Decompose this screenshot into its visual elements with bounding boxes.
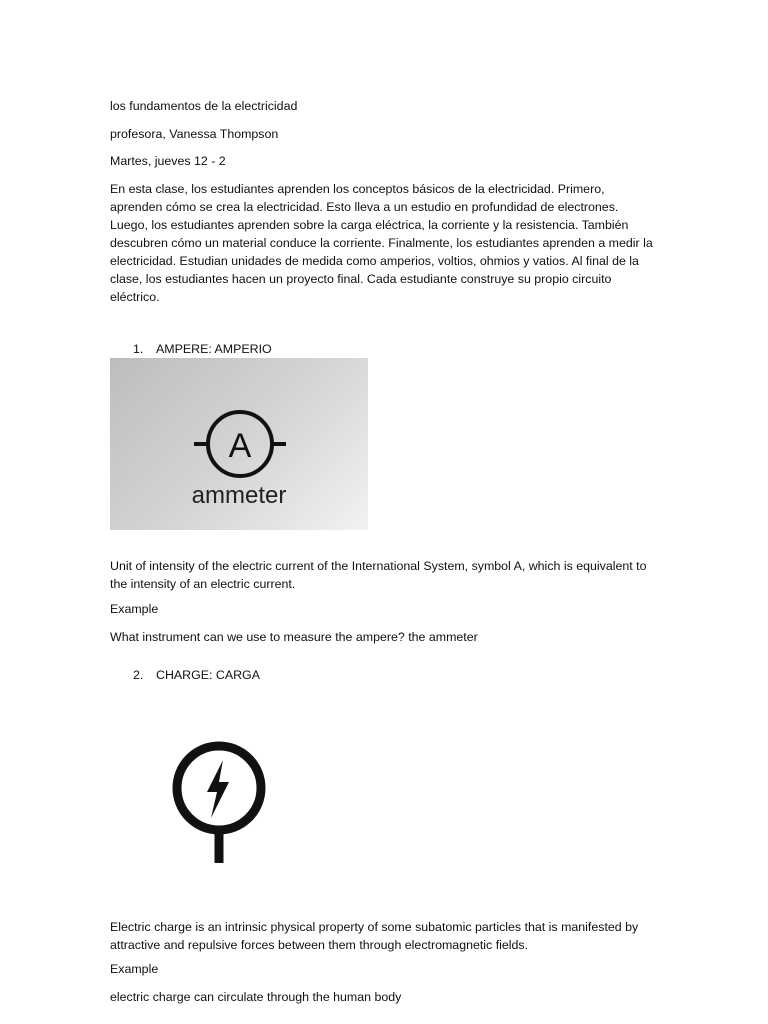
intro-paragraph: En esta clase, los estudiantes aprenden los conceptos básicos de la electricidad. Primero, aprenden cómo se crea la electricidad. Esto lleva a un estudio en profundidad de electrones. Luego, los estudiantes aprenden sobre la carga eléctrica, la corriente y la resistencia. También descubren cómo un material conduce la corriente. Finalmente, los estudiantes aprenden a medir la electricidad. Estudian unidades de medida como amperios, voltios, ohmios y vatios. Al final de la clase, los estudiantes hacen un proyecto final. Cada estudiante construye su propio circuito eléctrico. bbox=[110, 182, 653, 304]
ammeter-icon bbox=[110, 358, 368, 488]
list-number: 2. bbox=[133, 668, 144, 682]
ammeter-image bbox=[110, 358, 368, 530]
charge-example: electric charge can circulate through the human body bbox=[110, 990, 402, 1004]
list-item-ampere bbox=[133, 342, 272, 356]
electric-charge-icon bbox=[165, 740, 273, 866]
item-heading: CHARGE: CARGA bbox=[156, 668, 260, 682]
page-title: los fundamentos de la electricidad bbox=[110, 99, 298, 113]
charge-definition: Electric charge is an intrinsic physical property of some subatomic particles that is manifested by attractive and repulsive forces between them through electromagnetic fields. bbox=[110, 920, 639, 952]
ampere-example-label: Example bbox=[110, 602, 159, 616]
ammeter-symbol-letter: A bbox=[228, 427, 252, 465]
ampere-definition: Unit of intensity of the electric current of the International System, symbol A, which is equivalent to the intensity of an electric current. bbox=[110, 559, 647, 591]
ammeter-caption: ammeter bbox=[191, 482, 287, 509]
ampere-example: What instrument can we use to measure the ampere? the ammeter bbox=[110, 630, 478, 644]
list-number: 1. bbox=[133, 342, 144, 356]
charge-example-label: Example bbox=[110, 962, 159, 976]
schedule-line: Martes, jueves 12 - 2 bbox=[110, 154, 226, 168]
item-heading: AMPERE: AMPERIO bbox=[156, 342, 272, 356]
list-item-charge bbox=[133, 668, 260, 682]
teacher-line: profesora, Vanessa Thompson bbox=[110, 127, 279, 141]
